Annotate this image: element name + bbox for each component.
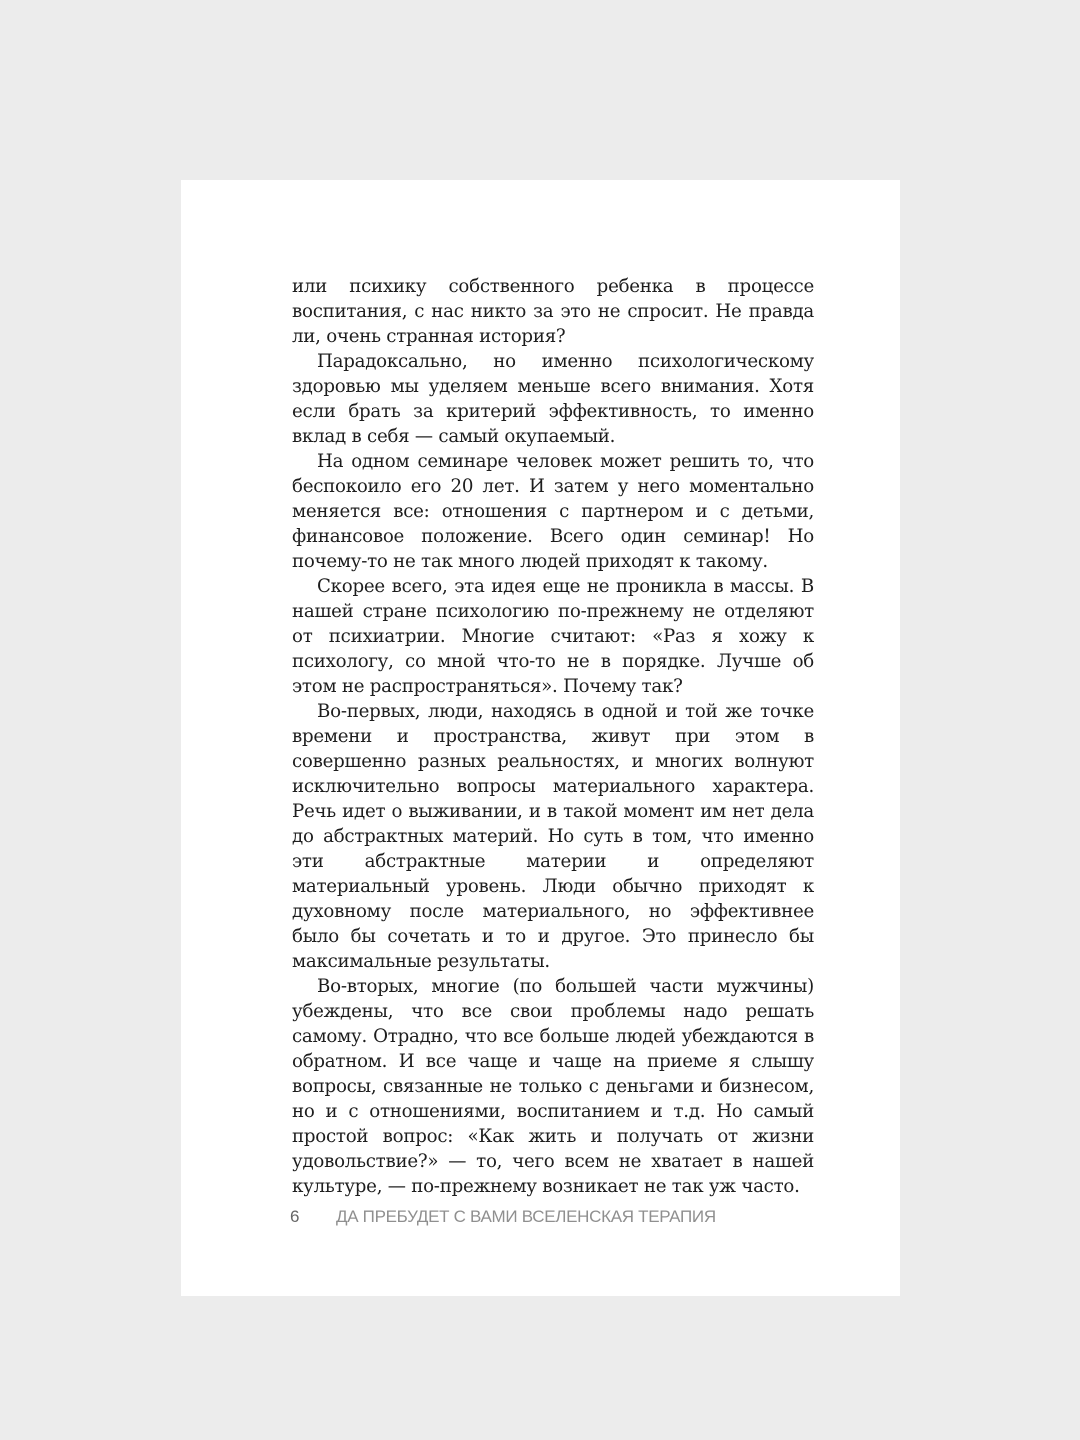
page-number: 6 — [290, 1207, 300, 1226]
paragraph-6: Во-вторых, многие (по большей части мужчины) убеждены, что все свои проблемы надо решать самому. Отрадно, что все больше людей убеждаются в обратном. И все чаще и чаще на приеме я слышу вопросы, связанные не только с деньгами и бизнесом, но и с отношениями, воспитанием и т.д. Но самый простой вопрос: «Как жить и получать от жизни удовольствие?» — то, чего всем не хватает в нашей культуре, — по-прежнему возникает не так уж часто. — [292, 976, 814, 1197]
body-text — [292, 274, 814, 1199]
paragraph-5: Во-первых, люди, находясь в одной и той же точке времени и пространства, живут при этом в совершенно разных реальностях, и многих волнуют исключительно вопросы материального характера. Речь идет о выживании, и в такой момент им нет дела до абстрактных материй. Но суть в том, что именно эти абстрактные материи и определяют материальный уровень. Люди обычно приходят к духовному после материального, но эффективнее было бы сочетать и то и другое. Это принесло бы максимальные результаты. — [292, 701, 814, 972]
paragraph-1: или психику собственного ребенка в процессе воспитания, с нас никто за это не спросит. Не правда ли, очень странная история? — [292, 276, 814, 347]
page-footer — [290, 1205, 850, 1229]
book-page — [181, 180, 900, 1296]
paragraph-3: На одном семинаре человек может решить то, что беспокоило его 20 лет. И затем у него моментально меняется все: отношения с партнером и с детьми, финансовое положение. Всего один семинар! Но почему-то не так много людей приходят к такому. — [292, 451, 814, 572]
paragraph-4: Скорее всего, эта идея еще не проникла в массы. В нашей стране психологию по-прежнему не отделяют от психиатрии. Многие считают: «Раз я хожу к психологу, со мной что-то не в порядке. Лучше об этом не распространяться». Почему так? — [292, 576, 814, 697]
paragraph-2: Парадоксально, но именно психологическому здоровью мы уделяем меньше всего внимания. Хотя если брать за критерий эффективность, то именно вклад в себя — самый окупаемый. — [292, 351, 814, 447]
running-title: ДА ПРЕБУДЕТ С ВАМИ ВСЕЛЕНСКАЯ ТЕРАПИЯ — [336, 1207, 716, 1226]
